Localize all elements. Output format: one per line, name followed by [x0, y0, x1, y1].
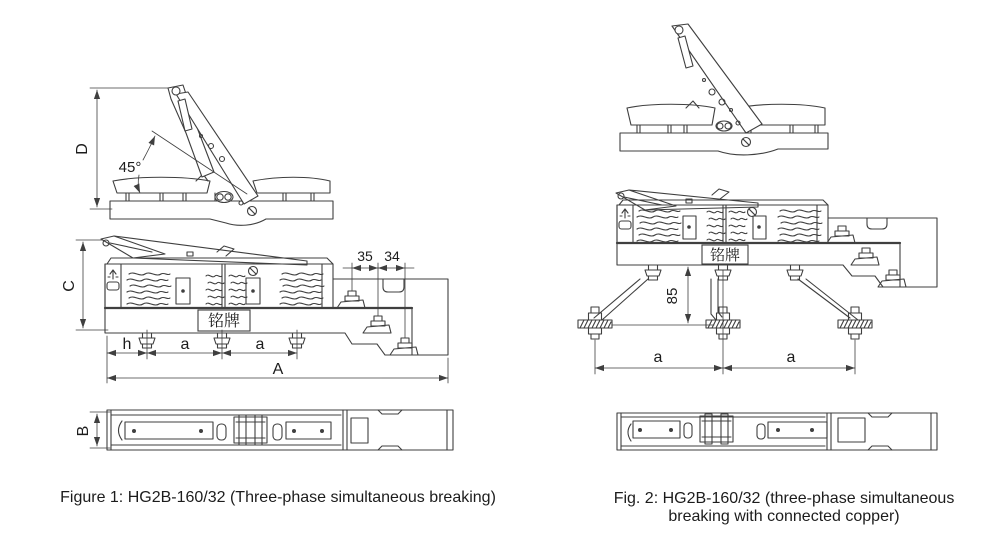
fig1-folded-handle [101, 236, 307, 265]
fig2-clamp-icon [827, 226, 855, 243]
fig2-fins [637, 210, 681, 242]
fig1-dim-a-left-label: a [180, 336, 190, 353]
fig2-terminal-bolt-icon [787, 265, 803, 280]
fig2-screw-dot [757, 225, 761, 229]
fig2-indicator-icon [619, 209, 631, 229]
fig1-bottom-mechanism [234, 415, 267, 445]
fig1-dim-a-right-label: a [255, 336, 265, 353]
fig1-fins [127, 273, 171, 305]
fig2-front-screw-icon [748, 208, 757, 217]
fig2-clamp-icon [878, 270, 906, 287]
fig1-side-view [74, 85, 333, 225]
fig1-dim-34-label: 34 [384, 248, 400, 264]
fig1-bottom-body [107, 410, 453, 450]
fig1-indicator-icon [107, 270, 119, 290]
fig1-dim-C-label: C [61, 280, 78, 292]
fig2-dim-a-left-label: a [653, 349, 663, 366]
fig2-bottom-screw-dot [669, 428, 673, 432]
fig2-fins [707, 211, 725, 241]
fig2-screw-dot [687, 225, 691, 229]
fig2-foot-terminal [578, 307, 612, 339]
fig1-screw-dot [251, 289, 255, 293]
fig1-caption: Figure 1: HG2B-160/32 (Three-phase simultaneous breaking) [60, 489, 496, 506]
fig1-front-screw-icon [249, 267, 258, 276]
fig1-side-screw-icon [248, 207, 257, 216]
fig1-front-view [61, 236, 448, 383]
fig2-caption [585, 490, 983, 526]
fig2-side-handle [672, 24, 762, 133]
fig1-clamp-icon [363, 316, 391, 333]
fig2-front-view [578, 189, 937, 374]
fig2-bottom-view [617, 413, 937, 450]
fig1-screw-dot [181, 289, 185, 293]
fig2-base-and-plate [617, 218, 937, 287]
fig2-caption-line1: Fig. 2: HG2B-160/32 (three-phase simultaneous [613, 490, 955, 507]
fig2-side-view [620, 24, 828, 155]
fig2-dim-aa-lines [595, 270, 855, 374]
fig1-bottom-screw-dot [292, 429, 296, 433]
fig2-terminal-bolt-icon [645, 265, 661, 280]
fig1-fins [280, 273, 324, 305]
fig2-foot-terminal [838, 307, 872, 339]
fig2-bottom-screw-dot [776, 428, 780, 432]
fig1-dim-A-label: A [272, 361, 284, 378]
fig1-dim-35-label: 35 [357, 248, 373, 264]
fig1-fins [229, 275, 247, 305]
fig1-bottom-screw-dot [132, 429, 136, 433]
fig2-bottom-mechanism [700, 414, 733, 444]
fig1-bottom-screw-dot [320, 429, 324, 433]
fig1-bottom-screw-dot [199, 429, 203, 433]
fig2-caption-line2: breaking with connected copper) [668, 508, 900, 525]
fig1-dim-B-label: B [75, 425, 92, 437]
fig1-dim-D-label: D [74, 143, 91, 155]
fig2-clamp-icon [851, 248, 879, 265]
fig2-side-screw-icon [742, 138, 751, 147]
fig2-nameplate-label: 铭牌 [709, 247, 741, 264]
fig1-angle-label: 45° [118, 159, 142, 176]
fig2-copper-legs [594, 279, 858, 320]
fig2-bottom-screw-dot [638, 428, 642, 432]
fig1-nameplate-label: 铭牌 [207, 313, 241, 330]
fig2-bottom-screw-dot [810, 428, 814, 432]
fig2-fins [729, 211, 747, 241]
fig1-dim-h-label: h [122, 336, 132, 353]
fig1-side-handle [168, 85, 258, 205]
fig2-fins [778, 210, 822, 242]
fig1-bottom-view [75, 410, 453, 450]
fig2-dim-a-right-label: a [786, 349, 796, 366]
fig1-clamp-icon [390, 338, 418, 355]
fig1-fins [206, 275, 224, 305]
fig1-base-and-plate [105, 279, 448, 355]
fig1-dim-D-lines [90, 88, 170, 209]
fig2-dim-85-lines [612, 267, 714, 325]
fig1-clamp-icon [337, 291, 365, 308]
fig2-dim-85-label: 85 [664, 287, 681, 305]
